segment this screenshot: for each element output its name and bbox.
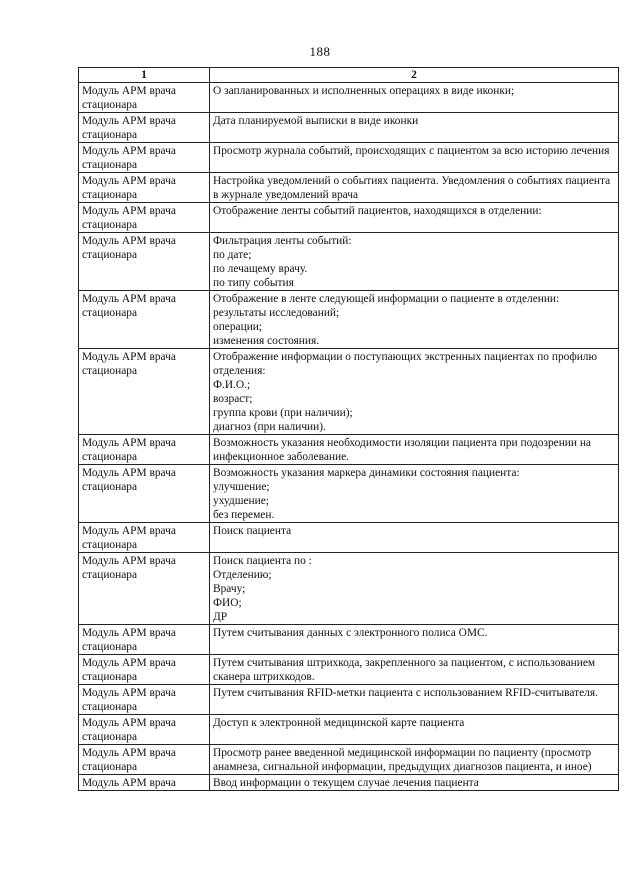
module-cell: Модуль АРМ врача [79,775,210,791]
table-row [79,553,619,625]
module-cell: Модуль АРМ врача стационара [79,83,210,113]
description-line: без перемен. [213,509,275,521]
module-cell: Модуль АРМ врача стационара [79,553,210,625]
table-row [79,291,619,349]
description-line: ухудшение; [213,495,269,507]
table-row [79,465,619,523]
description-cell [210,553,619,625]
description-cell [210,655,619,685]
description-cell [210,203,619,233]
table-row [79,83,619,113]
description-line: Возможность указания маркера динамики состояния пациента: [213,467,520,479]
table-row [79,233,619,291]
description-line: Путем считывания штрихкода, закрепленного за пациентом, с использованием сканера штрихкодов. [213,657,596,683]
table-row [79,173,619,203]
description-line: изменения состояния. [213,335,320,347]
description-cell [210,625,619,655]
module-cell: Модуль АРМ врача стационара [79,523,210,553]
table-row [79,203,619,233]
description-line: О запланированных и исполненных операциях в виде иконки; [213,85,515,97]
module-cell: Модуль АРМ врача стационара [79,745,210,775]
table-body [79,83,619,791]
module-cell: Модуль АРМ врача стационара [79,625,210,655]
description-line: Поиск пациента [213,525,292,537]
description-line: Отображение информации о поступающих экстренных пациентах по профилю отделения: [213,351,597,377]
description-cell [210,775,619,791]
column-header: 1 [79,68,210,83]
module-cell: Модуль АРМ врача стационара [79,113,210,143]
module-cell: Модуль АРМ врача стационара [79,233,210,291]
module-cell: Модуль АРМ врача стационара [79,715,210,745]
description-line: Ф.И.О.; [213,379,251,391]
module-cell: Модуль АРМ врача стационара [79,685,210,715]
table-row [79,523,619,553]
requirements-table [78,67,619,791]
description-line: Возможность указания необходимости изоляции пациента при подозрении на инфекционное заболевание. [213,437,591,463]
description-cell [210,291,619,349]
description-line: Дата планируемой выписки в виде иконки [213,115,419,127]
description-line: Ввод информации о текущем случае лечения пациента [213,777,479,789]
description-line: по дате; [213,249,252,261]
description-line: Отделению; [213,569,272,581]
description-line: Отображение ленты событий пациентов, находящихся в отделении: [213,205,542,217]
table-header-row [79,68,619,83]
description-line: по типу события [213,277,294,289]
table-row [79,715,619,745]
description-line: Доступ к электронной медицинской карте пациента [213,717,465,729]
module-cell: Модуль АРМ врача стационара [79,465,210,523]
description-line: Настройка уведомлений о событиях пациента. Уведомления о событиях пациента в журнале уведомлений врача [213,175,611,201]
table-row [79,349,619,435]
description-line: диагноз (при наличии). [213,421,326,433]
description-cell [210,465,619,523]
description-line: ДР [213,611,228,623]
description-cell [210,435,619,465]
table-row [79,625,619,655]
module-cell: Модуль АРМ врача стационара [79,143,210,173]
description-cell [210,523,619,553]
table-row [79,685,619,715]
description-cell [210,173,619,203]
description-cell [210,349,619,435]
table-row [79,655,619,685]
table-row [79,143,619,173]
description-cell [210,745,619,775]
module-cell: Модуль АРМ врача стационара [79,291,210,349]
table-row [79,745,619,775]
module-cell: Модуль АРМ врача стационара [79,173,210,203]
description-line: Фильтрация ленты событий: [213,235,352,247]
description-line: по лечащему врачу. [213,263,308,275]
description-line: Врачу; [213,583,246,595]
table-row [79,775,619,791]
description-line: результаты исследований; [213,307,340,319]
description-line: ФИО; [213,597,242,609]
module-cell: Модуль АРМ врача стационара [79,203,210,233]
description-line: улучшение; [213,481,270,493]
table-row [79,435,619,465]
description-line: группа крови (при наличии); [213,407,353,419]
table-row [79,113,619,143]
column-header: 2 [210,68,619,83]
description-cell [210,685,619,715]
description-cell [210,83,619,113]
module-cell: Модуль АРМ врача стационара [79,435,210,465]
module-cell: Модуль АРМ врача стационара [79,349,210,435]
description-cell [210,113,619,143]
description-line: Путем считывания RFID-метки пациента с использованием RFID-считывателя. [213,687,598,699]
description-line: Путем считывания данных с электронного полиса ОМС. [213,627,488,639]
description-cell [210,233,619,291]
description-line: Просмотр ранее введенной медицинской информации по пациенту (просмотр анамнеза, сигнальной информации, предыдущих диагнозов пациента, и иное) [213,747,592,773]
module-cell: Модуль АРМ врача стационара [79,655,210,685]
description-line: операции; [213,321,263,333]
description-line: Просмотр журнала событий, происходящих с пациентом за всю историю лечения [213,145,610,157]
description-cell [210,143,619,173]
description-line: Поиск пациента по : [213,555,312,567]
description-line: Отображение в ленте следующей информации о пациенте в отделении: [213,293,560,305]
description-cell [210,715,619,745]
page-number: 188 [309,44,331,59]
description-line: возраст; [213,393,253,405]
